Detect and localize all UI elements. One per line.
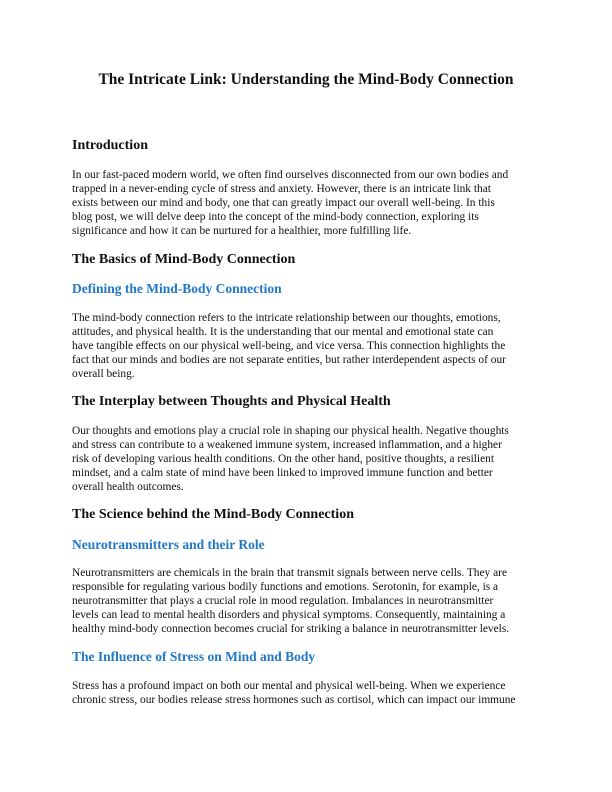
text-line: levels can lead to mental health disorders and physical symptoms. Consequently, maintaining a xyxy=(72,609,506,622)
subheading-defining: Defining the Mind-Body Connection xyxy=(72,281,282,296)
text-line: chronic stress, our bodies release stress hormones such as cortisol, which can impact our immune xyxy=(72,694,516,707)
text-line: healthy mind-body connection becomes crucial for striking a balance in neurotransmitter levels. xyxy=(72,623,510,636)
heading-introduction: Introduction xyxy=(72,138,148,153)
paragraph-defining xyxy=(72,311,506,381)
text-line: fact that our minds and bodies are not separate entities, but rather interdependent aspects of our xyxy=(72,354,506,367)
heading-interplay: The Interplay between Thoughts and Physical Health xyxy=(72,394,391,409)
subheading-stress: The Influence of Stress on Mind and Body xyxy=(72,649,316,664)
text-line: risk of developing various health conditions. On the other hand, positive thoughts, a resilient xyxy=(72,453,495,466)
heading-basics: The Basics of Mind-Body Connection xyxy=(72,252,296,267)
text-line: overall being. xyxy=(72,368,135,381)
text-line: have tangible effects on our physical well-being, and vice versa. This connection highlights the xyxy=(72,340,506,353)
subheading-neurotransmitters: Neurotransmitters and their Role xyxy=(72,537,265,552)
text-line: trapped in a never-ending cycle of stress and anxiety. However, there is an intricate link that xyxy=(72,183,491,196)
paragraph-interplay xyxy=(72,424,509,494)
paragraph-introduction xyxy=(72,168,508,238)
text-line: blog post, we will delve deep into the concept of the mind-body connection, exploring its xyxy=(72,211,479,224)
text-line: responsible for regulating various bodily functions and emotions. Serotonin, for example, is a xyxy=(72,581,499,594)
text-line: mindset, and a calm state of mind have been linked to improved immune function and better xyxy=(72,467,493,480)
text-line: neurotransmitter that plays a crucial role in mood regulation. Imbalances in neurotransmitter xyxy=(72,595,494,608)
text-line: Stress has a profound impact on both our mental and physical well-being. When we experience xyxy=(72,680,506,692)
text-line: overall health outcomes. xyxy=(72,481,184,494)
paragraph-stress xyxy=(72,679,516,707)
text-line: The mind-body connection refers to the intricate relationship between our thoughts, emotions, xyxy=(72,312,501,324)
text-line: significance and how it can be nurtured for a healthier, more fulfilling life. xyxy=(72,225,412,238)
paragraph-neurotransmitters xyxy=(72,566,509,636)
text-line: and stress can contribute to a weakened immune system, increased inflammation, and a higher xyxy=(72,439,502,452)
text-line: exists between our mind and body, one that can greatly impact our overall well-being. In this xyxy=(72,197,495,210)
document-title: The Intricate Link: Understanding the Mind-Body Connection xyxy=(98,71,514,88)
text-line: attitudes, and physical health. It is the understanding that our mental and emotional state can xyxy=(72,326,494,339)
text-line: Neurotransmitters are chemicals in the brain that transmit signals between nerve cells. They are xyxy=(72,567,508,579)
heading-science: The Science behind the Mind-Body Connection xyxy=(72,507,354,522)
text-line: Our thoughts and emotions play a crucial role in shaping our physical health. Negative thoughts xyxy=(72,425,509,437)
text-line: In our fast-paced modern world, we often find ourselves disconnected from our own bodies and xyxy=(72,169,509,181)
